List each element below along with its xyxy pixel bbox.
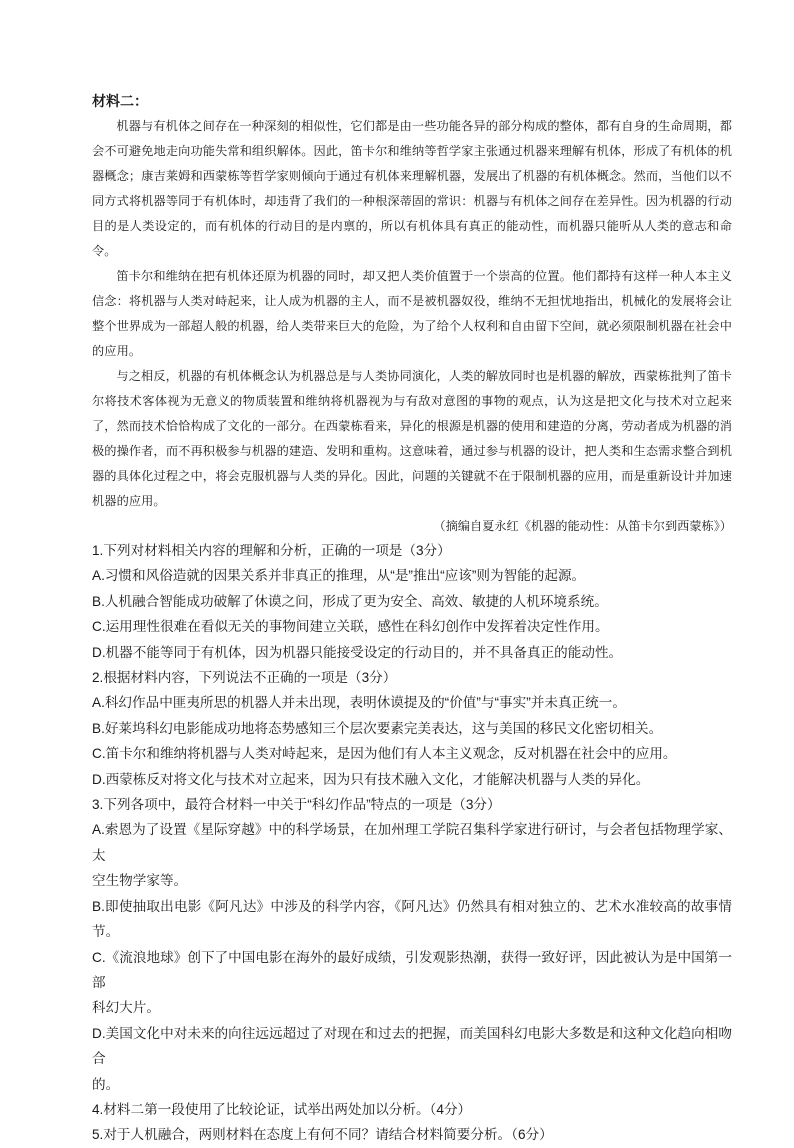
material-source: （摘编自夏永红《机器的能动性：从笛卡尔到西蒙栋》） [433, 519, 732, 533]
material-paragraph-1: 机器与有机体之间存在一种深刻的相似性，它们都是由一些功能各异的部分构成的整体，都有自身的生命周期，都会不可避免地走向功能失常和组织解体。因此，笛卡尔和维纳等哲学家主张通过机器来理解有机体，形成了有机体的机器概念；康吉莱姆和西蒙栋等哲学家则倾向于通过有机体来理解机器，发展出了机器的有机体概念。然而，当他们以不同方式将机器等同于有机体时，却违背了我们的一种根深蒂固的常识：机器与有机体之间存在差异性。因为机器的行动目的是人类设定的，而有机体的行动目的是内禀的，所以有机体具有真正的能动性，而机器只能听从人类的意志和命令。 [92, 119, 732, 258]
question-1-stem: 1.下列对材料相关内容的理解和分析，正确的一项是（3分） [92, 543, 451, 558]
question-2-option-d: D.西蒙栋反对将文化与技术对立起来，因为只有技术融入文化，才能解决机器与人类的异化。 [92, 771, 650, 787]
material-title: 材料二： [92, 94, 148, 110]
question-4-stem: 4.材料二第一段使用了比较论证，试举出两处加以分析。（4分） [92, 1101, 472, 1117]
question-3-stem: 3.下列各项中，最符合材料一中关于“科幻作品”特点的一项是（3分） [92, 797, 501, 813]
question-3-option-c-cont: 科幻大片。 [92, 1000, 160, 1016]
question-2-option-a: A.科幻作品中匪夷所思的机器人并未出现，表明休谟提及的“价值”与“事实”并未真正统一。 [92, 695, 626, 711]
question-2-stem: 2.根据材料内容，下列说法不正确的一项是（3分） [92, 670, 397, 686]
material-paragraph-3: 与之相反，机器的有机体概念认为机器总是与人类协同演化，人类的解放同时也是机器的解放，西蒙栋批判了笛卡尔将技术客体视为无意义的物质装置和维纳将机器视为与有敌对意图的事物的观点，认为这是把文化与技术对立起来了，然而技术恰恰构成了文化的一部分。在西蒙栋看来，异化的根源是机器的使用和建造的分离，劳动者成为机器的消极的操作者，而不再积极参与机器的建造、发明和重构。这意味着，通过参与机器的设计，把人类和生态需求整合到机器的具体化过程之中，将会克服机器与人类的异化。因此，问题的关键就不在于限制机器的应用，而是重新设计并加速机器的应用。 [92, 369, 732, 508]
question-3-option-d-cont: 的。 [92, 1076, 120, 1092]
question-3-option-a: A.索恩为了设置《星际穿越》中的科学场景，在加州理工学院召集科学家进行研讨，与会者包括物理学家、太 [92, 822, 732, 863]
question-3-option-a-cont: 空生物学家等。 [92, 873, 188, 889]
question-3-option-c: C.《流浪地球》创下了中国电影在海外的最好成绩，引发观影热潮，获得一致好评，因此被认为是中国第一部 [92, 949, 732, 990]
material-two [92, 92, 732, 539]
question-3-option-b: B.即使抽取出电影《阿凡达》中涉及的科学内容，《阿凡达》仍然具有相对独立的、艺术水准较高的故事情节。 [92, 898, 732, 940]
question-1-option-c: C.运用理性很难在看似无关的事物间建立关联，感性在科幻创作中发挥着决定性作用。 [92, 619, 609, 635]
question-3-option-d: D.美国文化中对未来的向往远远超过了对现在和过去的把握，而美国科幻电影大多数是和这种文化趋向相吻合 [92, 1025, 732, 1067]
question-list [92, 538, 732, 1148]
question-5-stem: 5.对于人机融合，两则材料在态度上有何不同？请结合材料简要分析。（6分） [92, 1127, 553, 1143]
material-paragraph-2: 笛卡尔和维纳在把有机体还原为机器的同时，却又把人类价值置于一个崇高的位置。他们都持有这样一种人本主义信念：将机器与人类对峙起来，让人成为机器的主人，而不是被机器奴役，维纳不无担忧地指出，机械化的发展将会让整个世界成为一部超人般的机器，给人类带来巨大的危险，为了给个人权利和自由留下空间，就必须限制机器在社会中的应用。 [92, 269, 732, 358]
question-1-option-b: B.人机融合智能成功破解了休谟之问，形成了更为安全、高效、敏捷的人机环境系统。 [92, 593, 608, 609]
question-2-option-b: B.好莱坞科幻电影能成功地将态势感知三个层次要素完美表达，这与美国的移民文化密切相关。 [92, 720, 663, 736]
question-1-option-d: D.机器不能等同于有机体，因为机器只能接受设定的行动目的，并不具备真正的能动性。 [92, 644, 623, 660]
question-2-option-c: C.笛卡尔和维纳将机器与人类对峙起来，是因为他们有人本主义观念，反对机器在社会中的应用。 [92, 746, 677, 762]
question-1-option-a: A.习惯和风俗造就的因果关系并非真正的推理，从“是”推出“应该”则为智能的起源。 [92, 568, 586, 584]
